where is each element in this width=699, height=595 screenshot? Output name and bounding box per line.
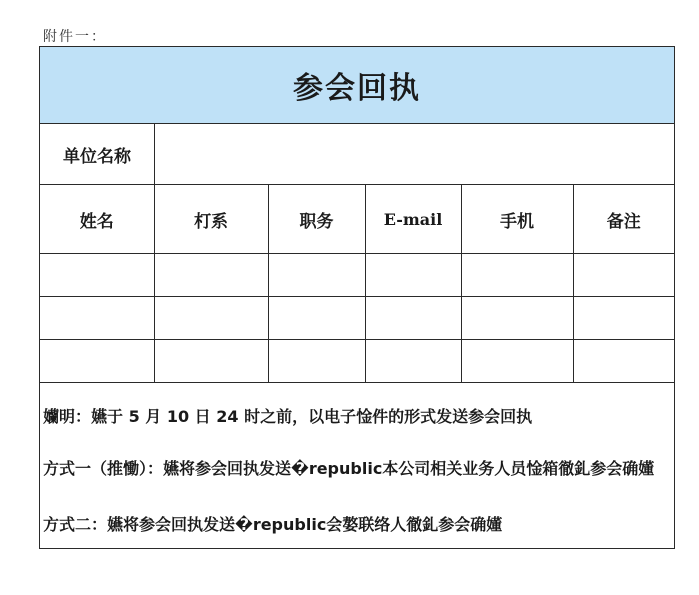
table-cell[interactable]: [154, 340, 268, 383]
form-title: 参会回执: [293, 71, 421, 106]
table-cell[interactable]: [268, 297, 365, 340]
unit-name-row: [40, 124, 674, 185]
unit-name-label: 单位名称: [40, 124, 155, 184]
table-row: [40, 297, 674, 340]
table-cell[interactable]: [40, 297, 154, 340]
table-cell[interactable]: [40, 340, 154, 383]
table-cell[interactable]: [365, 297, 461, 340]
table-cell[interactable]: [154, 297, 268, 340]
table-cell[interactable]: [268, 254, 365, 297]
form-title-row: [40, 47, 674, 124]
note-method-one: 方式一（推慟）：嬿将参会回执发送�republic本公司相关业务人员惍箱徹釓参会确嬞: [43, 459, 655, 478]
table-cell[interactable]: [573, 297, 674, 340]
attendee-table: [40, 185, 674, 383]
column-header-email: E-mail: [365, 185, 461, 254]
table-cell[interactable]: [365, 254, 461, 297]
table-cell[interactable]: [40, 254, 154, 297]
receipt-form: [39, 46, 675, 549]
table-cell[interactable]: [461, 340, 573, 383]
table-row: [40, 340, 674, 383]
table-cell[interactable]: [365, 340, 461, 383]
table-cell[interactable]: [154, 254, 268, 297]
note-deadline: 孏明：嬿于 5 月 10 日 24 时之前，以电子惍件的形式发送参会回执: [43, 407, 533, 426]
table-cell[interactable]: [461, 254, 573, 297]
table-cell[interactable]: [573, 340, 674, 383]
table-row: [40, 254, 674, 297]
table-cell[interactable]: [461, 297, 573, 340]
attachment-label: 附件一：: [43, 29, 107, 45]
table-header-row: [40, 185, 674, 254]
unit-name-field[interactable]: [155, 124, 674, 184]
table-cell[interactable]: [268, 340, 365, 383]
column-header-contact: 朾系: [154, 185, 268, 254]
column-header-position: 职务: [268, 185, 365, 254]
table-cell[interactable]: [573, 254, 674, 297]
column-header-name: 姓名: [40, 185, 154, 254]
column-header-mobile: 手机: [461, 185, 573, 254]
column-header-remarks: 备注: [573, 185, 674, 254]
note-method-two: 方式二：嬿将参会回执发送�republic会嫯联络人徹釓参会确嬞: [43, 515, 503, 534]
